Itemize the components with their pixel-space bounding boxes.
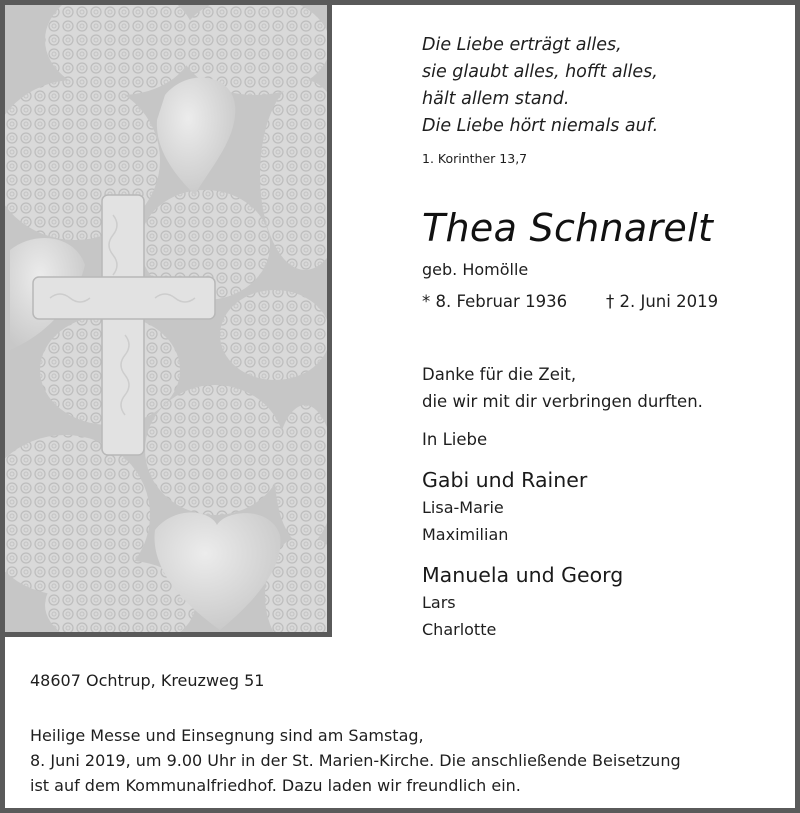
closing-text: In Liebe	[422, 430, 488, 449]
address: 48607 Ochtrup, Kreuzweg 51	[30, 671, 265, 690]
notice-line: 8. Juni 2019, um 9.00 Uhr in der St. Marien-Kirche. Die anschließende Beisetzung	[30, 751, 681, 770]
deceased-name: Thea Schnarelt	[422, 206, 714, 250]
verse-reference: 1. Korinther 13,7	[422, 151, 528, 166]
bible-verse	[422, 32, 658, 140]
birth-date: * 8. Februar 1936	[422, 292, 568, 311]
verse-line: Die Liebe erträgt alles,	[422, 35, 622, 55]
verse-line: hält allem stand.	[422, 89, 570, 109]
family-member: Lars	[422, 593, 456, 612]
death-date: † 2. Juni 2019	[606, 292, 719, 311]
family-member: Lisa-Marie	[422, 498, 504, 517]
family-head: Gabi und Rainer	[422, 468, 588, 492]
life-dates	[422, 292, 722, 311]
family-head: Manuela und Georg	[422, 563, 624, 587]
notice-line: Heilige Messe und Einsegnung sind am Samstag,	[30, 726, 424, 745]
family-member: Charlotte	[422, 620, 497, 639]
family-member: Maximilian	[422, 525, 509, 544]
birth-name: geb. Homölle	[422, 260, 529, 279]
service-notice	[30, 723, 681, 798]
verse-line: Die Liebe hört niemals auf.	[422, 116, 659, 136]
thanks-line: die wir mit dir verbringen durften.	[422, 392, 703, 411]
family-group	[422, 466, 587, 548]
thanks-text	[422, 361, 703, 415]
obituary-card	[5, 5, 795, 808]
family-group	[422, 561, 623, 643]
verse-line: sie glaubt alles, hofft alles,	[422, 62, 658, 82]
thanks-line: Danke für die Zeit,	[422, 365, 577, 384]
notice-line: ist auf dem Kommunalfriedhof. Dazu laden wir freundlich ein.	[30, 776, 521, 795]
hearts-and-cross-image	[5, 5, 327, 632]
memorial-photo	[5, 5, 332, 637]
